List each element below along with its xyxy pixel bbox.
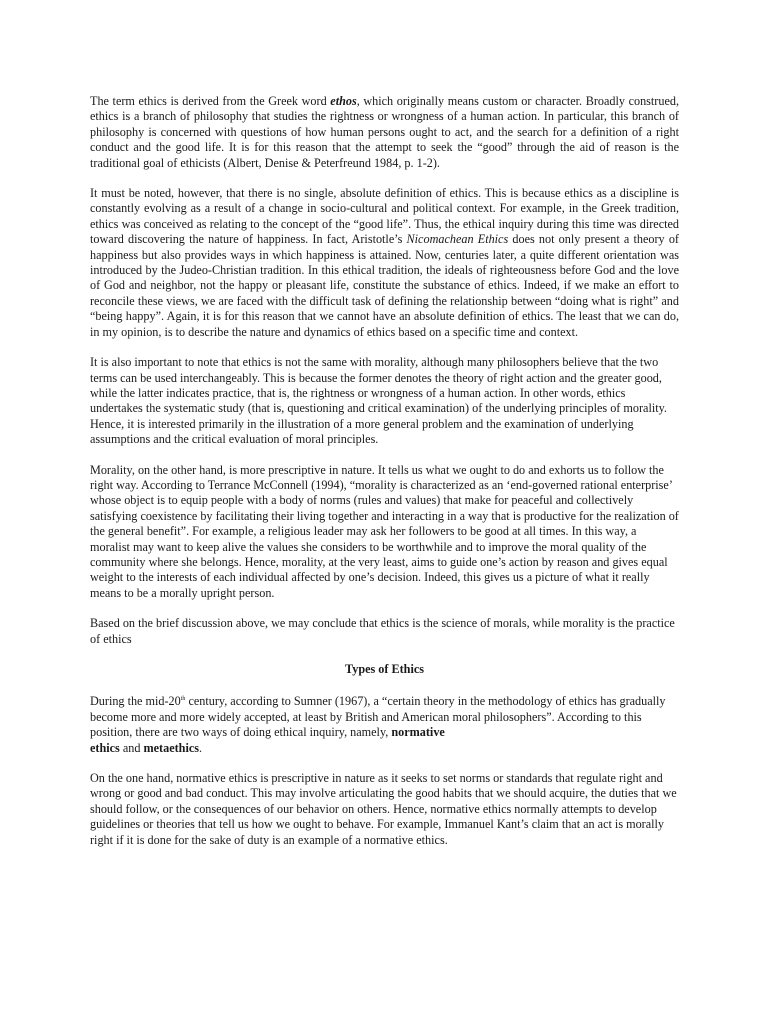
paragraph-conclusion: Based on the brief discussion above, we may conclude that ethics is the science of morals, while morality is the practice of ethics (90, 616, 675, 646)
paragraph-ethics-definition: The term ethics is derived from the Greek word ethos, which originally means custom or character. Broadly construed, ethics is a branch of philosophy that studies the rightness or wrongness of a human action. In particular, this branch of philosophy is concerned with questions of how human persons ought to act, and the search for a definition of a right conduct and the good life. It is for this reason that the attempt to seek the “good” through the aid of reason is the traditional goal of ethicists (Albert, Denise & Peterfreund 1984, p. 1-2). (90, 94, 679, 170)
section-heading-types-of-ethics: Types of Ethics (345, 662, 424, 676)
term-metaethics: metaethics (143, 740, 199, 755)
paragraph-ethics-vs-morality: It is also important to note that ethics is not the same with morality, although many philosophers believe that the two terms can be used interchangeably. This is because the former denotes the theory of right action and the greater good, while the latter indicates practice, that is, the rightness or wrongness of a human action. In other words, ethics undertakes the systematic study (that is, questioning and critical examination) of the underlying principles of morality. Hence, it is interested primarily in the illustration of a more general problem and the examination of underlying assumptions and the critical evaluation of moral principles. (90, 355, 667, 447)
paragraph-normative-ethics: On the one hand, normative ethics is prescriptive in nature as it seeks to set norms or standards that regulate right and wrong or good and bad conduct. This may involve articulating the good habits that we should acquire, the duties that we should follow, or the consequences of our behavior on others. Hence, normative ethics normally attempts to develop guidelines or theories that tell us how we ought to behave. For example, Immanuel Kant’s claim that an act is morally right if it is done for the sake of duty is an example of a normative ethics. (90, 771, 677, 847)
term-normative: normative (391, 725, 445, 740)
document-body (90, 94, 679, 863)
superscript-th: th (180, 696, 186, 703)
paragraph-morality-prescriptive: Morality, on the other hand, is more prescriptive in nature. It tells us what we ought to do and exhorts us to follow the right way. According to Terrance McConnell (1994), “morality is characterized as an ‘end-governed rational enterprise’ whose object is to equip people with a body of norms (rules and values) that make for peaceful and collectively satisfying coexistence by facilitating their living together and interacting in a way that is productive for the realization of the general benefit”. For example, a religious leader may ask her followers to be good at all times. In this way, a moralist may want to keep alive the values she considers to be worthwhile and to improve the moral quality of the community where she belongs. Hence, morality, at the very least, aims to guide one’s action by reason and gives equal weight to the interests of each individual affected by one’s decision. Indeed, this gives us a picture of what it really means to be a morally upright person. (90, 462, 679, 600)
paragraph-no-single-definition: It must be noted, however, that there is no single, absolute definition of ethics. This is because ethics as a discipline is constantly evolving as a result of a change in socio-cultural and political context. For example, in the Greek tradition, ethics was conceived as relating to the concept of the “good life”. Thus, the ethical inquiry during this time was directed toward discovering the nature of happiness. In fact, Aristotle’s Nicomachean Ethics does not only present a theory of happiness but also provides ways in which happiness is attained. Now, centuries later, a quite different orientation was introduced by the Judeo-Christian tradition. In this ethical tradition, the ideals of righteousness before God and the love of God and neighbor, not the happy or pleasant life, constitute the substance of ethics. Indeed, if we make an effort to reconcile these views, we are faced with the difficult task of defining the relationship between “doing what is right” and “being happy”. Again, it is for this reason that we cannot have an absolute definition of ethics. The least that we can do, in my opinion, is to describe the nature and dynamics of ethics based on a specific time and context. (90, 186, 679, 339)
ethos-term: ethos (330, 94, 357, 108)
nicomachean-ethics-title: Nicomachean Ethics (406, 232, 509, 247)
paragraph-sumner: During the mid-20th century, according to Sumner (1967), a “certain theory in the methodology of ethics has gradually become more and more widely accepted, at least by British and American moral philosophers”. According to this position, there are two ways of doing ethical inquiry, namely, normative ethics and metaethics. (90, 694, 666, 755)
term-ethics: ethics (90, 740, 120, 755)
